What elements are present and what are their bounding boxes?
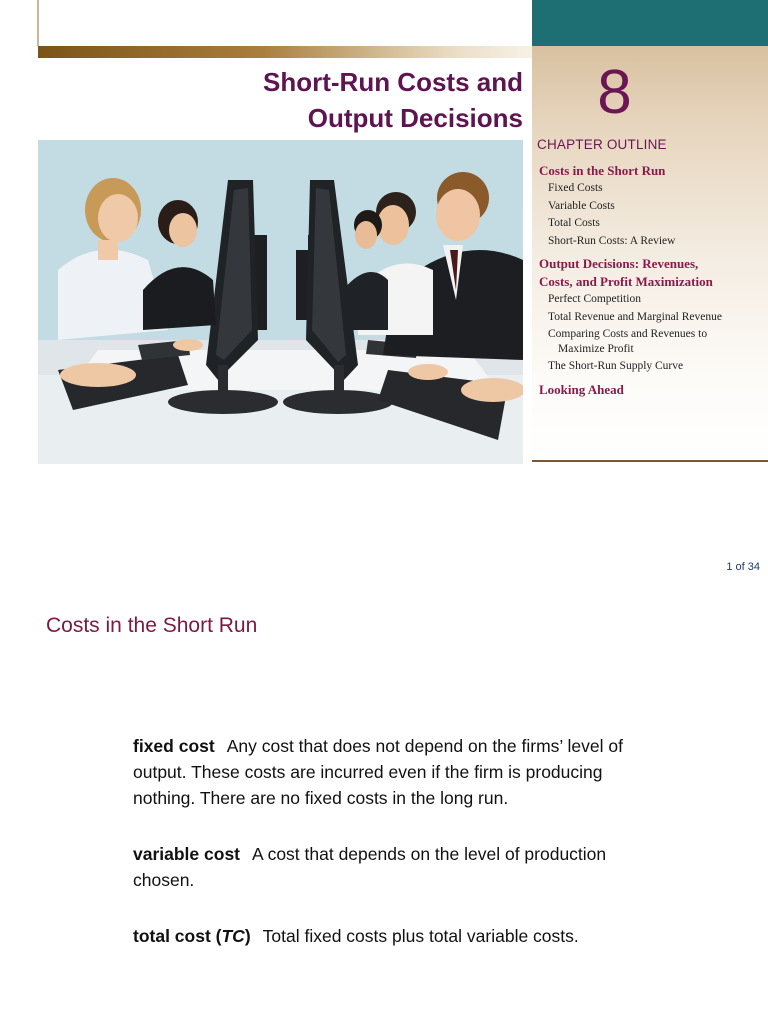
outline-item: Variable Costs xyxy=(548,199,615,212)
slide-2-title: Costs in the Short Run xyxy=(46,614,258,637)
outline-item: The Short-Run Supply Curve xyxy=(548,360,684,372)
outline-item-cont: Maximize Profit xyxy=(558,342,634,355)
office-workers-photo xyxy=(38,140,523,464)
term-prefix: total cost ( xyxy=(133,926,222,946)
top-left-rule xyxy=(37,0,39,46)
slide-title xyxy=(0,0,768,470)
title-line-2: Output Decisions xyxy=(307,103,523,133)
definition-variable-cost xyxy=(133,841,633,893)
outline-item: Total Costs xyxy=(548,217,600,229)
term-variable-cost: variable cost xyxy=(133,844,240,864)
term-abbreviation: TC xyxy=(221,926,245,946)
outline-item: Fixed Costs xyxy=(548,182,603,194)
outline-item: Perfect Competition xyxy=(548,293,641,305)
definition-total-cost xyxy=(133,923,633,949)
chapter-outline-heading: CHAPTER OUTLINE xyxy=(537,137,667,152)
outline-section-output: Output Decisions: Revenues, xyxy=(539,256,699,271)
term-fixed-cost: fixed cost xyxy=(133,736,215,756)
outline-item: Comparing Costs and Revenues to xyxy=(548,328,708,340)
definitions-list xyxy=(133,733,633,979)
title-line-1: Short-Run Costs and xyxy=(263,67,523,97)
office-photo-illustration xyxy=(38,140,523,464)
definition-text: A cost that depends on the level of production chosen. xyxy=(133,844,607,890)
title-gradient-bar xyxy=(38,46,532,58)
term-suffix: ) xyxy=(244,926,251,946)
outline-section-output-cont: Costs, and Profit Maximization xyxy=(539,274,713,289)
slide-title-text xyxy=(190,64,523,136)
chapter-number: 8 xyxy=(597,58,632,127)
panel-bottom-rule xyxy=(532,460,768,462)
page-indicator: 1 of 34 xyxy=(726,561,760,573)
chapter-outline-list xyxy=(539,162,765,399)
definition-text: Total fixed costs plus total variable costs. xyxy=(262,926,579,946)
outline-item: Total Revenue and Marginal Revenue xyxy=(548,310,722,323)
outline-section-costs: Costs in the Short Run xyxy=(539,163,666,178)
outline-item: Short-Run Costs: A Review xyxy=(548,234,676,247)
definition-text: Any cost that does not depend on the firms’ level of output. These costs are incurred even if the firm is producing nothing. There are no fixed costs in the long run. xyxy=(133,736,623,808)
teal-header-block xyxy=(532,0,768,46)
definition-fixed-cost xyxy=(133,733,633,811)
outline-section-looking-ahead: Looking Ahead xyxy=(539,381,624,397)
term-total-cost xyxy=(133,926,251,946)
